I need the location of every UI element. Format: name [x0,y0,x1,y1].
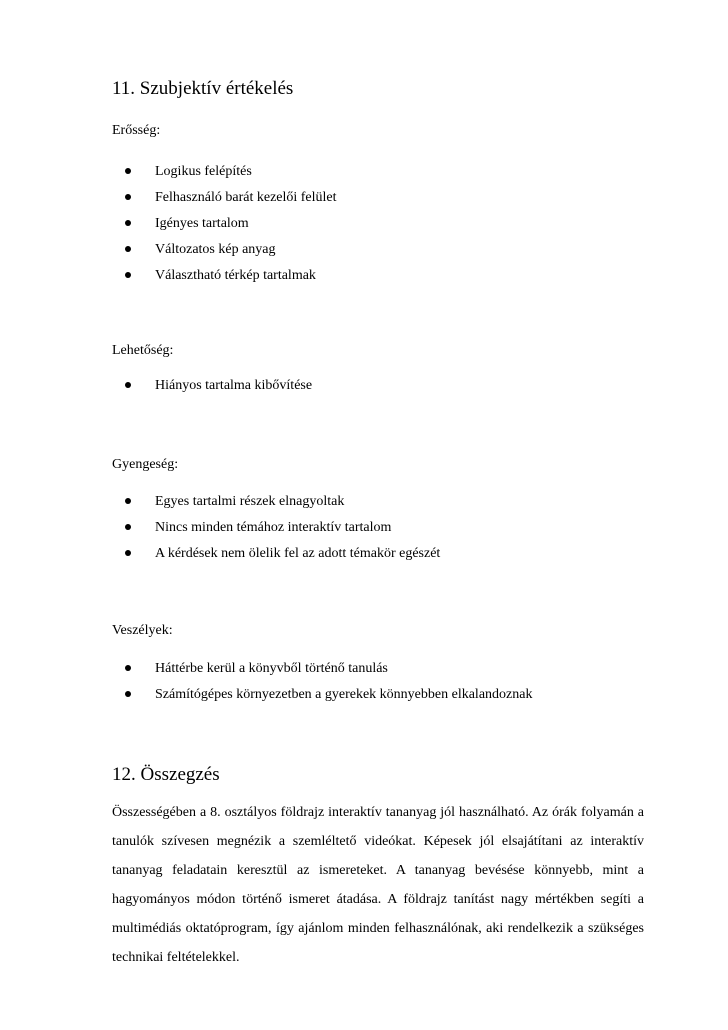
bullet-icon [125,220,131,226]
bullet-icon [125,498,131,504]
section-12-heading: 12. Összegzés [112,764,220,785]
list-item-text: Nincs minden témához interaktív tartalom [155,520,392,535]
bullet-icon [125,194,131,200]
threats-label: Veszélyek: [112,623,173,638]
list-item-text: Logikus felépítés [155,164,252,179]
list-item-text: Igényes tartalom [155,216,249,231]
list-item-text: Változatos kép anyag [155,242,276,257]
bullet-icon [125,168,131,174]
opportunities-label: Lehetőség: [112,343,174,358]
section-11-heading: 11. Szubjektív értékelés [112,78,294,99]
summary-paragraph: Összességében a 8. osztályos földrajz interaktív tananyag jól használható. Az órák folyamán a tanulók szívesen megnézik a szemléltető videókat. Képesek jól elsajátítani az interaktív tananyag feladatain keresztül az ismereteket. A tananyag bevésése könnyebb, mint a hagyományos módon történő ismeret átadása. A földrajz tanítást nagy mértékben segíti a multimédiás oktatóprogram, így ajánlom minden felhasználónak, aki rendelkezik a szükséges technikai feltételekkel. [112,805,644,965]
bullet-icon [125,272,131,278]
bullet-icon [125,691,131,697]
list-item-text: Felhasználó barát kezelői felület [155,190,337,205]
weaknesses-label: Gyengeség: [112,457,179,472]
list-item-text: Hiányos tartalma kibővítése [155,378,313,393]
list-item-text: Számítógépes környezetben a gyerekek könnyebben elkalandoznak [155,687,533,702]
list-item-text: A kérdések nem ölelik fel az adott témakör egészét [155,546,441,561]
bullet-icon [125,246,131,252]
bullet-icon [125,524,131,530]
bullet-icon [125,550,131,556]
list-item-text: Választható térkép tartalmak [155,268,316,283]
list-item-text: Egyes tartalmi részek elnagyoltak [155,494,345,509]
bullet-icon [125,382,131,388]
list-item-text: Háttérbe kerül a könyvből történő tanulás [155,661,388,676]
strengths-label: Erősség: [112,123,161,138]
bullet-icon [125,665,131,671]
